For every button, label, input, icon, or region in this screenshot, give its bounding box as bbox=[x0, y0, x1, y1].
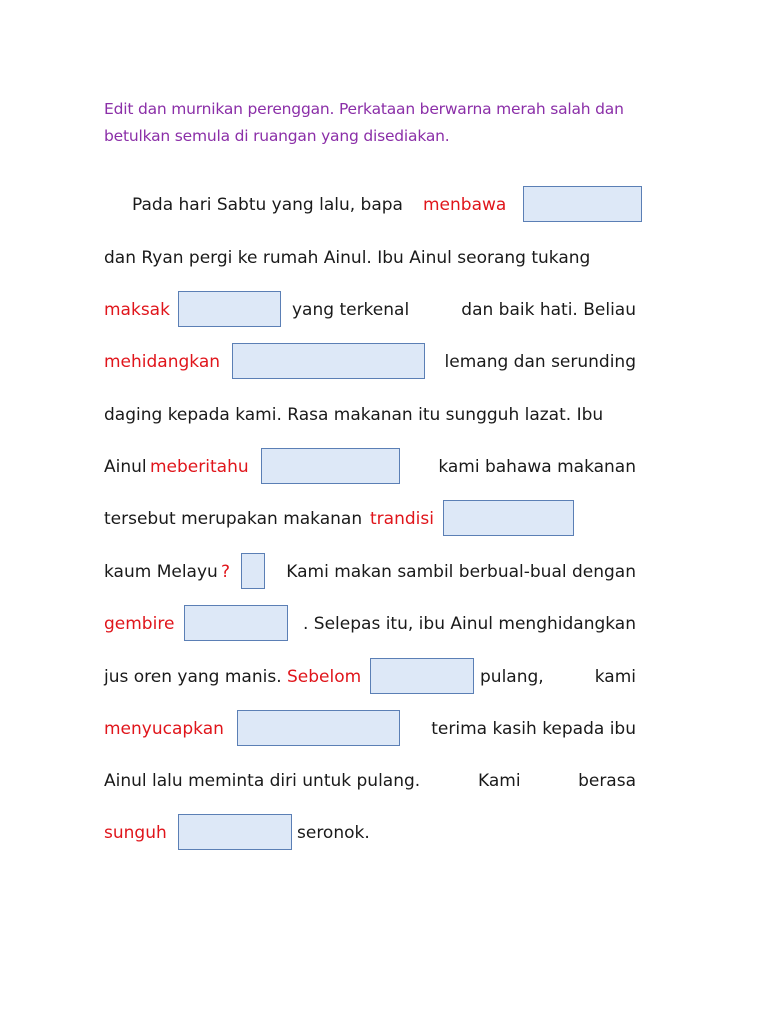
answer-box-5[interactable] bbox=[443, 500, 574, 536]
passage-text: seronok. bbox=[297, 823, 370, 843]
passage-text: Kami bbox=[478, 771, 521, 791]
answer-box-10[interactable] bbox=[178, 814, 292, 850]
error-word-sebelom: Sebelom bbox=[287, 667, 362, 687]
error-word-maksak: maksak bbox=[104, 300, 170, 320]
passage-text: Kami makan sambil berbual-bual dengan bbox=[286, 562, 636, 582]
passage-line-4 bbox=[104, 345, 636, 379]
error-word-trandisi: trandisi bbox=[370, 509, 434, 529]
answer-box-9[interactable] bbox=[237, 710, 400, 746]
passage-text: berasa bbox=[578, 771, 636, 791]
passage-line-12 bbox=[104, 764, 636, 798]
passage-line-13 bbox=[104, 816, 636, 850]
error-word-gembire: gembire bbox=[104, 614, 175, 634]
answer-box-7[interactable] bbox=[184, 605, 288, 641]
answer-box-2[interactable] bbox=[178, 291, 281, 327]
passage-line-11 bbox=[104, 712, 636, 746]
error-word-sunguh: sunguh bbox=[104, 823, 167, 843]
answer-box-8[interactable] bbox=[370, 658, 474, 694]
passage-text: yang terkenal bbox=[292, 300, 410, 320]
passage-text: Ainul bbox=[104, 457, 147, 477]
answer-box-3[interactable] bbox=[232, 343, 425, 379]
passage-text: pulang, bbox=[480, 667, 544, 687]
passage-line-2 bbox=[104, 241, 636, 275]
passage-text: Pada hari Sabtu yang lalu, bapa bbox=[132, 195, 403, 215]
passage-text: Ainul lalu meminta diri untuk pulang. bbox=[104, 771, 421, 791]
answer-box-6[interactable] bbox=[241, 553, 265, 589]
passage-text: dan Ryan pergi ke rumah Ainul. Ibu Ainul seorang tukang bbox=[104, 248, 591, 268]
passage-text: dan baik hati. Beliau bbox=[461, 300, 636, 320]
passage-line-6 bbox=[104, 450, 636, 484]
passage-line-8 bbox=[104, 555, 636, 589]
instruction-line-1: Edit dan murnikan perenggan. Perkataan berwarna merah salah dan bbox=[104, 100, 624, 118]
passage-text: kami bahawa makanan bbox=[438, 457, 636, 477]
passage-text: tersebut merupakan makanan bbox=[104, 509, 363, 529]
passage-line-5 bbox=[104, 398, 636, 432]
passage-text: . Selepas itu, ibu Ainul menghidangkan bbox=[303, 614, 636, 634]
answer-box-4[interactable] bbox=[261, 448, 400, 484]
passage-text: kami bbox=[594, 667, 636, 687]
error-word-menyucapkan: menyucapkan bbox=[104, 719, 224, 739]
passage-line-1 bbox=[104, 188, 636, 222]
error-punctuation: ? bbox=[221, 562, 231, 582]
passage-line-3 bbox=[104, 293, 636, 327]
passage-text: terima kasih kepada ibu bbox=[431, 719, 636, 739]
passage-line-10 bbox=[104, 660, 636, 694]
error-word-mehidangkan: mehidangkan bbox=[104, 352, 221, 372]
error-word-menbawa: menbawa bbox=[423, 195, 507, 215]
instruction bbox=[104, 96, 644, 150]
passage-text: lemang dan serunding bbox=[444, 352, 636, 372]
instruction-line-2: betulkan semula di ruangan yang disediakan. bbox=[104, 127, 450, 145]
error-word-meberitahu: meberitahu bbox=[150, 457, 249, 477]
passage-line-7 bbox=[104, 502, 636, 536]
passage-text: kaum Melayu bbox=[104, 562, 218, 582]
passage-text: daging kepada kami. Rasa makanan itu sungguh lazat. Ibu bbox=[104, 405, 604, 425]
passage-text: jus oren yang manis. bbox=[104, 667, 282, 687]
passage-line-9 bbox=[104, 607, 636, 641]
answer-box-1[interactable] bbox=[523, 186, 642, 222]
